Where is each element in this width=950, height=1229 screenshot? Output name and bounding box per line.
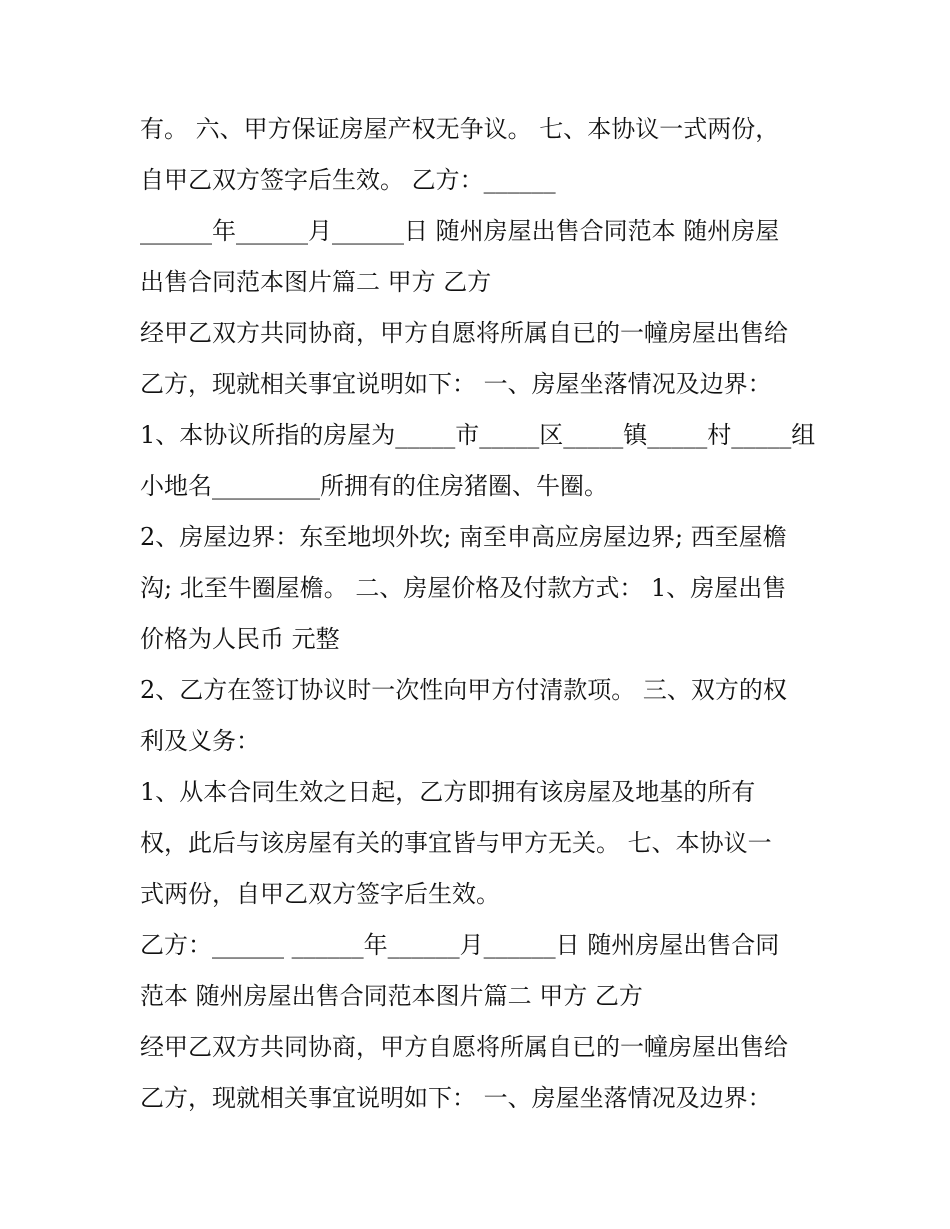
text-line: 小地名_________所拥有的住房猪圈、牛圈。 xyxy=(140,472,608,500)
text-line: ______年______月______日 随州房屋出售合同范本 随州房屋 xyxy=(140,217,780,245)
text-line: 1、本协议所指的房屋为_____市_____区_____镇_____村_____组 xyxy=(140,421,816,449)
text-line: 式两份，自甲乙双方签字后生效。 xyxy=(140,880,500,908)
text-line: 范本 随州房屋出售合同范本图片篇二 甲方 乙方 xyxy=(140,982,643,1010)
document-page xyxy=(140,104,840,1124)
text-line: 乙方，现就相关事宜说明如下： 一、房屋坐落情况及边界： xyxy=(140,370,772,398)
text-line: 自甲乙双方签字后生效。 乙方：______ xyxy=(140,166,556,194)
text-line: 乙方：______ ______年______月______日 随州房屋出售合同 xyxy=(140,931,780,959)
text-line: 价格为人民币 元整 xyxy=(140,625,340,653)
text-line: 出售合同范本图片篇二 甲方 乙方 xyxy=(140,268,492,296)
text-line: 经甲乙双方共同协商，甲方自愿将所属自已的一幢房屋出售给 xyxy=(140,1033,788,1061)
text-line: 经甲乙双方共同协商，甲方自愿将所属自已的一幢房屋出售给 xyxy=(140,319,788,347)
text-line: 2、乙方在签订协议时一次性向甲方付清款项。 三、双方的权 xyxy=(140,676,787,704)
text-line: 2、房屋边界：东至地坝外坎; 南至申高应房屋边界; 西至屋檐 xyxy=(140,523,787,551)
text-line: 权，此后与该房屋有关的事宜皆与甲方无关。 七、本协议一 xyxy=(140,829,772,857)
text-line: 乙方，现就相关事宜说明如下： 一、房屋坐落情况及边界： xyxy=(140,1084,772,1112)
text-line: 利及义务： xyxy=(140,727,260,755)
text-line: 沟; 北至牛圈屋檐。 二、房屋价格及付款方式： 1、房屋出售 xyxy=(140,574,787,602)
text-line: 1、从本合同生效之日起，乙方即拥有该房屋及地基的所有 xyxy=(140,778,756,806)
text-line: 有。 六、甲方保证房屋产权无争议。 七、本协议一式两份， xyxy=(140,115,780,143)
